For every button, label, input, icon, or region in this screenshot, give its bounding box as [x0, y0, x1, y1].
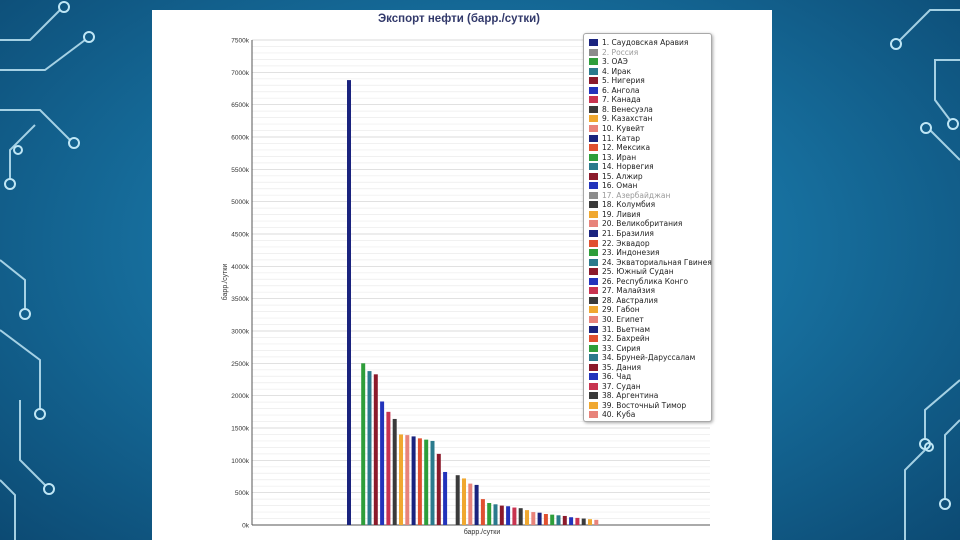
y-tick-label: 7000k [231, 69, 249, 77]
bar-26 [506, 506, 510, 525]
legend-label: 38. Аргентина [602, 391, 659, 401]
y-tick-label: 3000k [231, 328, 249, 336]
bar-30 [531, 512, 535, 525]
legend-label: 34. Бруней-Даруссалам [602, 353, 696, 363]
legend-label: 21. Бразилия [602, 229, 654, 238]
legend-swatch [589, 316, 598, 323]
bar-4 [368, 371, 372, 525]
legend-item[interactable] [589, 334, 650, 343]
legend-label: 19. Ливия [602, 209, 641, 219]
legend-swatch [589, 154, 598, 161]
legend-label: 20. Великобритания [602, 219, 683, 229]
legend-item[interactable] [589, 153, 636, 162]
legend-swatch [589, 87, 598, 94]
legend-label: 6. Ангола [602, 85, 640, 95]
legend-label: 9. Казахстан [602, 114, 653, 124]
legend-swatch [589, 345, 598, 352]
y-tick-label: 5000k [231, 199, 249, 207]
legend-item[interactable] [589, 258, 712, 267]
y-tick-label: 6000k [231, 134, 249, 142]
bar-20 [468, 484, 472, 525]
bar-1 [347, 80, 351, 525]
legend-swatch [589, 249, 598, 256]
legend-item[interactable] [589, 305, 640, 314]
legend-label: 33. Сирия [602, 343, 641, 353]
legend-label: 7. Канада [602, 95, 641, 105]
y-tick-label: 500k [234, 490, 249, 498]
legend-item[interactable] [589, 57, 628, 66]
legend-label: 24. Экваториальная Гвинея [602, 257, 712, 267]
legend-label: 23. Индонезия [602, 248, 660, 258]
bar-8 [393, 419, 397, 525]
legend-label: 40. Куба [602, 410, 636, 420]
legend-label: 29. Габон [602, 305, 640, 315]
y-tick-label: 1500k [231, 425, 249, 433]
chart-panel [152, 10, 772, 540]
bar-34 [557, 515, 561, 525]
y-tick-label: 4000k [231, 263, 249, 271]
legend-label: 39. Восточный Тимор [602, 400, 687, 410]
y-tick-label: 0k [242, 522, 249, 530]
y-tick-label: 2000k [231, 393, 249, 401]
bar-21 [475, 485, 479, 525]
legend-label: 26. Республика Конго [602, 276, 689, 286]
legend-swatch [589, 182, 598, 189]
legend-label: 13. Иран [602, 152, 637, 162]
bar-37 [575, 518, 579, 525]
legend-swatch [589, 125, 598, 132]
legend-label: 30. Египет [602, 314, 644, 324]
legend-item[interactable] [589, 172, 643, 181]
legend-swatch [589, 297, 598, 304]
legend-item[interactable] [589, 344, 641, 353]
legend-item[interactable] [589, 353, 695, 362]
y-tick-label: 2500k [231, 360, 249, 368]
legend-label: 15. Алжир [602, 171, 643, 181]
legend-swatch [589, 115, 598, 122]
legend-item[interactable] [589, 401, 686, 410]
legend-swatch [589, 402, 598, 409]
y-tick-label: 5500k [231, 166, 249, 174]
bars [347, 80, 598, 525]
legend-item[interactable] [589, 48, 638, 57]
bar-12 [418, 438, 422, 525]
y-tick-label: 6500k [231, 102, 249, 110]
legend-item[interactable] [589, 191, 670, 200]
legend-swatch [589, 411, 598, 418]
legend-swatch [589, 287, 598, 294]
bar-14 [431, 441, 435, 525]
legend-swatch [589, 220, 598, 227]
legend-label: 16. Оман [602, 181, 638, 191]
legend-swatch [589, 383, 598, 390]
legend-swatch [589, 278, 598, 285]
circuit-nodes-right [891, 39, 958, 509]
bar-13 [424, 440, 428, 525]
y-tick-label: 7500k [231, 37, 249, 45]
bar-10 [405, 435, 409, 525]
circuit-nodes-left [5, 2, 94, 494]
legend-swatch [589, 268, 598, 275]
legend-swatch [589, 173, 598, 180]
bar-5 [374, 374, 378, 525]
legend-item[interactable] [589, 248, 660, 257]
bar-9 [399, 434, 403, 525]
bar-28 [519, 508, 523, 525]
legend-item[interactable] [589, 410, 635, 419]
legend-label: 17. Азербайджан [602, 190, 671, 200]
legend-label: 27. Малайзия [602, 286, 656, 296]
y-axis-label: барр./сутки [222, 263, 229, 301]
legend-item[interactable] [589, 143, 650, 152]
legend-label: 35. Дания [602, 362, 642, 372]
legend-item[interactable] [589, 134, 640, 143]
legend-label: 8. Венесуэла [602, 104, 653, 114]
legend-item[interactable] [589, 114, 652, 123]
bar-23 [487, 503, 491, 525]
legend-swatch [589, 192, 598, 199]
y-tick-label: 1000k [231, 457, 249, 465]
bar-38 [582, 519, 586, 525]
bar-31 [538, 513, 542, 525]
y-tick-label: 4500k [231, 231, 249, 239]
legend-label: 37. Судан [602, 381, 641, 391]
y-tick-label: 3500k [231, 296, 249, 304]
legend-swatch [589, 106, 598, 113]
legend-item[interactable] [589, 219, 682, 228]
legend-item[interactable] [589, 105, 653, 114]
legend-item[interactable] [589, 95, 641, 104]
legend-item[interactable] [589, 391, 658, 400]
legend-swatch [589, 211, 598, 218]
legend-label: 5. Нигерия [602, 76, 645, 86]
circuit-lines-right [900, 10, 960, 540]
legend-label: 11. Катар [602, 133, 640, 143]
legend-label: 12. Мексика [602, 143, 651, 153]
legend-item[interactable] [589, 315, 644, 324]
legend-item[interactable] [589, 382, 641, 391]
legend-item[interactable] [589, 296, 658, 305]
bar-18 [456, 475, 460, 525]
legend-item[interactable] [589, 76, 645, 85]
bar-22 [481, 499, 485, 525]
legend-label: 3. ОАЭ [602, 57, 628, 67]
legend-label: 36. Чад [602, 372, 632, 382]
legend-item[interactable] [589, 38, 688, 47]
legend-label: 14. Норвегия [602, 162, 654, 172]
bar-25 [500, 506, 504, 525]
legend-swatch [589, 201, 598, 208]
legend-item[interactable] [589, 67, 631, 76]
legend-label: 10. Кувейт [602, 123, 645, 133]
legend-item[interactable] [589, 124, 644, 133]
legend-item[interactable] [589, 277, 688, 286]
bar-40 [594, 520, 598, 525]
legend-item[interactable] [589, 210, 641, 219]
bar-27 [512, 508, 516, 525]
legend-swatch [589, 230, 598, 237]
chart-legend [583, 33, 712, 422]
bar-32 [544, 514, 548, 525]
legend-item[interactable] [589, 86, 640, 95]
legend-item[interactable] [589, 286, 655, 295]
legend-label: 18. Колумбия [602, 200, 656, 210]
legend-label: 22. Эквадор [602, 238, 650, 248]
legend-label: 31. Вьетнам [602, 324, 651, 334]
legend-swatch [589, 364, 598, 371]
legend-item[interactable] [589, 229, 654, 238]
legend-swatch [589, 49, 598, 56]
circuit-lines-left [0, 10, 85, 540]
legend-swatch [589, 58, 598, 65]
legend-swatch [589, 306, 598, 313]
legend-swatch [589, 135, 598, 142]
legend-swatch [589, 335, 598, 342]
legend-item[interactable] [589, 267, 674, 276]
legend-item[interactable] [589, 162, 654, 171]
legend-swatch [589, 259, 598, 266]
bar-39 [588, 519, 592, 525]
legend-swatch [589, 354, 598, 361]
bar-3 [361, 363, 365, 525]
legend-swatch [589, 77, 598, 84]
bar-11 [412, 436, 416, 525]
legend-swatch [589, 144, 598, 151]
bar-36 [569, 517, 573, 525]
bar-7 [386, 412, 390, 525]
x-axis-label: барр./сутки [463, 529, 501, 536]
bar-24 [494, 504, 498, 525]
legend-label: 2. Россия [602, 47, 639, 57]
legend-label: 1. Саудовская Аравия [602, 38, 689, 47]
bar-33 [550, 515, 554, 525]
legend-swatch [589, 373, 598, 380]
legend-swatch [589, 392, 598, 399]
legend-swatch [589, 163, 598, 170]
legend-label: 4. Ирак [602, 66, 632, 76]
legend-label: 28. Австралия [602, 295, 658, 305]
legend-item[interactable] [589, 372, 631, 381]
legend-swatch [589, 96, 598, 103]
legend-swatch [589, 68, 598, 75]
bar-6 [380, 401, 384, 525]
legend-item[interactable] [589, 363, 641, 372]
legend-item[interactable] [589, 325, 650, 334]
bar-29 [525, 510, 529, 525]
legend-swatch [589, 240, 598, 247]
y-axis-ticks [231, 38, 249, 530]
chart-title: Экспорт нефти (барр./сутки) [378, 13, 540, 25]
legend-item[interactable] [589, 200, 655, 209]
legend-item[interactable] [589, 181, 637, 190]
legend-label: 25. Южный Судан [602, 267, 674, 277]
legend-label: 32. Бахрейн [602, 334, 650, 344]
bar-15 [437, 454, 441, 525]
legend-item[interactable] [589, 239, 650, 248]
legend-swatch [589, 39, 598, 46]
bar-35 [563, 516, 567, 525]
bar-19 [462, 478, 466, 525]
legend-swatch [589, 326, 598, 333]
bar-16 [443, 472, 447, 525]
